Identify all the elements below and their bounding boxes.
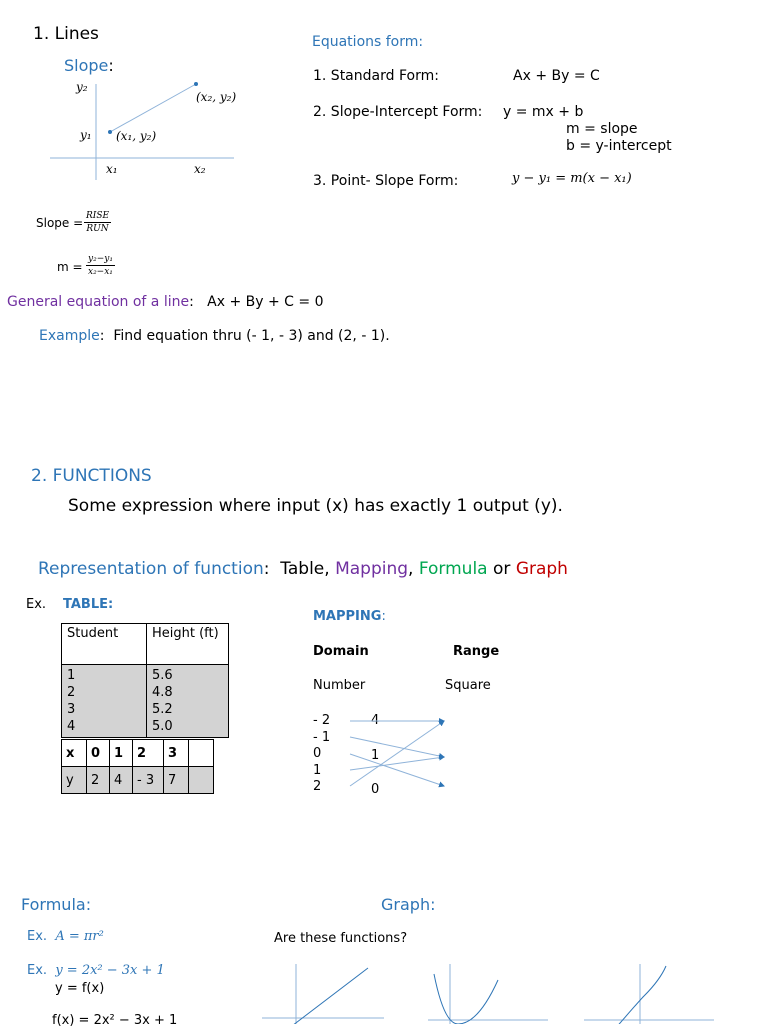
student-height-table: [61, 623, 229, 738]
formula-ex2-eq: y = 2x² − 3x + 1: [55, 963, 165, 978]
xy-cell: 0: [87, 740, 110, 767]
xy-cell: 4: [110, 767, 133, 794]
header-student: Student: [62, 624, 147, 665]
point-slope-label: 3. Point- Slope Form:: [313, 173, 459, 189]
point-2: [194, 82, 198, 86]
example-label: Example: [39, 328, 100, 344]
student-cell: 2: [67, 685, 76, 700]
m-fraction: [86, 253, 115, 278]
mapping-arrows: [340, 712, 450, 792]
height-cell: 5.0: [152, 719, 173, 734]
student-cell: 3: [67, 702, 76, 717]
m-definition: m = slope: [566, 121, 638, 137]
header-height: Height (ft): [147, 624, 229, 665]
rep-formula: Formula: [418, 559, 488, 579]
section-functions-title: 2. FUNCTIONS: [31, 466, 152, 486]
student-column: [62, 665, 147, 738]
label-point1: (x₁, y₂): [116, 129, 157, 143]
range-value: 0: [371, 782, 380, 797]
point-1: [108, 130, 112, 134]
point-slope-eq: y − y₁ = m(x − x₁): [512, 171, 632, 186]
xy-cell: 2: [133, 740, 164, 767]
m-numerator: y₂−y₁: [88, 254, 113, 264]
general-equation-formula: Ax + By + C = 0: [207, 294, 324, 310]
table-header-row: [62, 624, 229, 665]
rep-table: Table: [280, 559, 325, 579]
range-value: 1: [371, 748, 380, 763]
formula-ex2-label: Ex.: [27, 963, 48, 978]
xy-row-y: [62, 767, 214, 794]
graph-heading: Graph:: [381, 895, 436, 914]
height-cell: 5.2: [152, 702, 173, 717]
rep-mapping: Mapping: [335, 559, 409, 579]
range-value: 4: [371, 713, 380, 728]
slope-formula-prefix: Slope =: [36, 216, 84, 230]
general-equation: General equation of a line: Ax + By + C = 0: [7, 294, 324, 310]
xy-cell: [189, 767, 214, 794]
mapping-label: MAPPING: [313, 609, 382, 624]
example-line: Example: Find equation thru (- 1, - 3) and (2, - 1).: [39, 328, 390, 344]
domain-value: 2: [313, 779, 322, 794]
domain-values: [313, 713, 330, 796]
domain-value: 1: [313, 762, 322, 778]
equations-heading: Equations form:: [312, 34, 424, 50]
domain-label: Domain: [313, 644, 369, 659]
graph-curve: [284, 968, 368, 1024]
student-cell: 4: [67, 719, 76, 734]
domain-value: 0: [313, 746, 322, 761]
m-prefix: m =: [57, 260, 83, 274]
formula-ex1: [27, 929, 104, 944]
domain-value: - 1: [313, 729, 331, 745]
xy-cell: 1: [110, 740, 133, 767]
number-label: Number: [313, 678, 366, 693]
f-definition: f(x) = 2x² − 3x + 1: [52, 1013, 178, 1028]
graph-curve: [434, 974, 498, 1024]
xy-cell: - 3: [133, 767, 164, 794]
example-text: Find equation thru (- 1, - 3) and (2, - 1).: [113, 328, 390, 344]
slope-run: RUN: [86, 224, 109, 234]
functions-definition: Some expression where input (x) has exactly 1 output (y).: [68, 496, 563, 516]
slope-heading-label: Slope: [64, 56, 109, 75]
height-cell: 5.6: [152, 668, 173, 683]
mapping-colon: :: [381, 609, 386, 624]
table-heading: TABLE:: [63, 597, 114, 612]
section-lines-title: 1. Lines: [33, 24, 99, 44]
mapping-heading: [313, 609, 386, 624]
height-column: [147, 665, 229, 738]
formula-ex2: [27, 963, 165, 978]
table-body-row: [62, 665, 229, 738]
standard-form-eq: Ax + By = C: [513, 68, 600, 84]
y-equals-fx: y = f(x): [55, 981, 105, 996]
slope-intercept-eq: y = mx + b: [503, 104, 584, 120]
slope-fraction: [84, 210, 111, 235]
b-definition: b = y-intercept: [566, 138, 672, 154]
label-point2: (x₂, y₂): [196, 90, 237, 104]
xy-table: [61, 739, 214, 794]
student-cell: 1: [67, 668, 76, 683]
slope-line: [110, 84, 196, 132]
formula-heading: Formula:: [21, 895, 92, 914]
xy-cell: 3: [164, 740, 189, 767]
square-label: Square: [445, 678, 491, 693]
representation-line: Representation of function: Table, Mapping, Formula or Graph: [38, 559, 568, 579]
m-denominator: x₂−x₁: [88, 267, 113, 277]
domain-value: - 2: [313, 713, 331, 728]
label-x2: x₂: [194, 162, 206, 176]
graph-question: Are these functions?: [274, 931, 408, 946]
standard-form-label: 1. Standard Form:: [313, 68, 439, 84]
formula-ex1-label: Ex.: [27, 929, 48, 944]
range-label: Range: [453, 644, 500, 659]
slope-intercept-label: 2. Slope-Intercept Form:: [313, 104, 483, 120]
label-x1: x₁: [106, 162, 118, 176]
xy-cell: 7: [164, 767, 189, 794]
xy-cell: 2: [87, 767, 110, 794]
rep-or: or: [493, 559, 511, 579]
slope-heading-colon: :: [108, 56, 114, 75]
general-equation-label: General equation of a line: [7, 294, 190, 310]
graph-1: [262, 960, 384, 1024]
rep-label: Representation of function: [38, 559, 264, 579]
xy-cell: x: [62, 740, 87, 767]
label-y2: y₂: [76, 80, 88, 94]
graph-3: [584, 960, 714, 1024]
xy-cell: [189, 740, 214, 767]
formula-ex1-eq: A = πr²: [55, 929, 104, 944]
xy-row-x: [62, 740, 214, 767]
label-y1: y₁: [80, 128, 92, 142]
graph-2: [428, 960, 548, 1024]
rep-graph: Graph: [515, 559, 568, 579]
height-cell: 4.8: [152, 685, 173, 700]
xy-cell: y: [62, 767, 87, 794]
slope-rise: RISE: [86, 211, 110, 221]
table-ex-label: Ex.: [26, 597, 47, 612]
